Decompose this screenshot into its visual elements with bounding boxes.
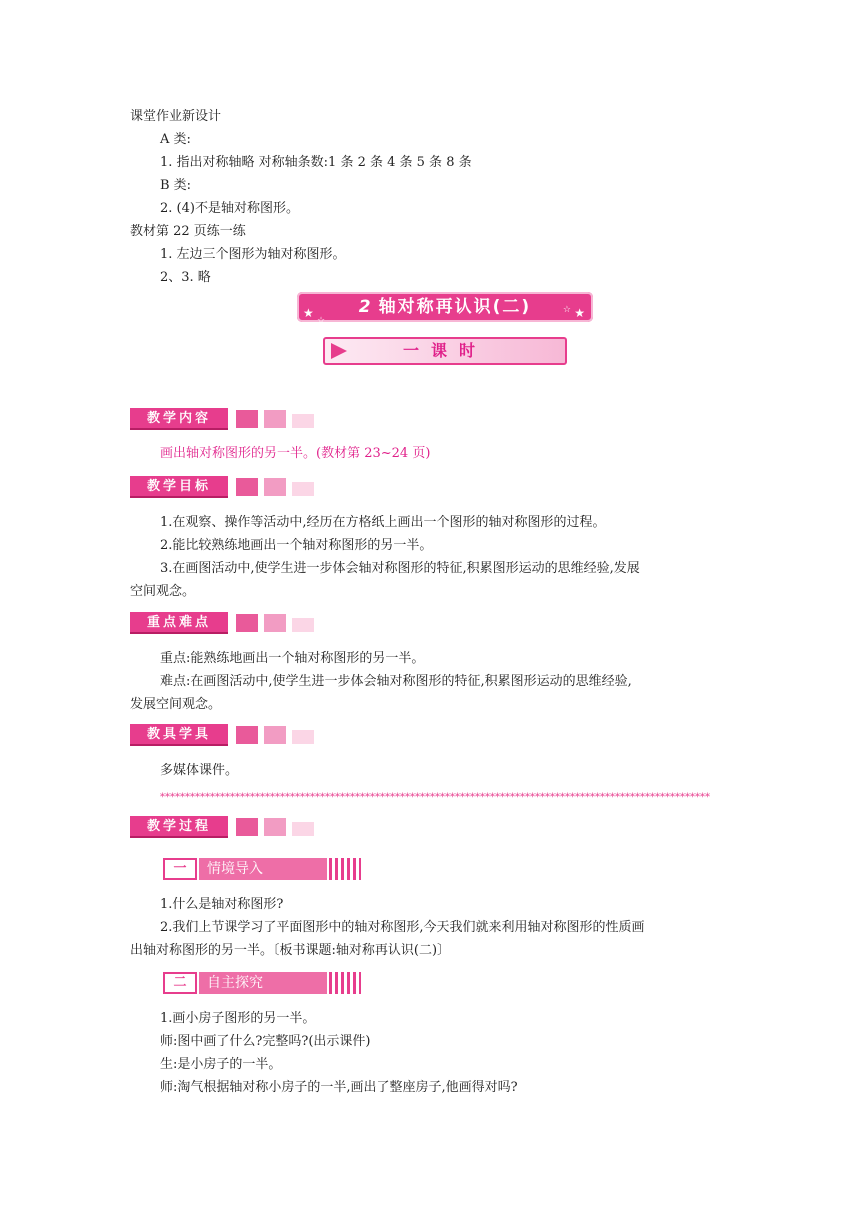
arrow-icon xyxy=(331,343,347,359)
star-icon: ★ xyxy=(574,306,587,320)
goal-line: 1.在观察、操作等活动中,经历在方格纸上画出一个图形的轴对称图形的过程。 xyxy=(160,515,606,530)
goal-line: 2.能比较熟练地画出一个轴对称图形的另一半。 xyxy=(160,538,433,553)
decor-square xyxy=(292,730,314,744)
decor-square xyxy=(292,482,314,496)
goal-line: 3.在画图活动中,使学生进一步体会轴对称图形的特征,积累图形运动的思维经验,发展 xyxy=(160,561,640,576)
decor-square xyxy=(264,726,286,744)
decor-square xyxy=(264,818,286,836)
step-header-1 xyxy=(163,858,361,880)
star-divider: ************************************************************************************************************** xyxy=(160,792,710,803)
section-label: 教学目标 xyxy=(130,476,228,498)
tools-text: 多媒体课件。 xyxy=(160,763,239,778)
unit-title: 轴对称再认识(二) xyxy=(378,297,532,317)
section-label: 教学过程 xyxy=(130,816,228,838)
decor-square xyxy=(264,478,286,496)
section-label: 教具学具 xyxy=(130,724,228,746)
textbook-item-2: 2、3. 略 xyxy=(160,270,211,285)
step-line: 2.我们上节课学习了平面图形中的轴对称图形,今天我们就来利用轴对称图形的性质画 xyxy=(160,920,645,935)
step-line: 1.画小房子图形的另一半。 xyxy=(160,1011,316,1026)
key-line: 重点:能熟练地画出一个轴对称图形的另一半。 xyxy=(160,651,425,666)
step-header-2 xyxy=(163,972,361,994)
textbook-heading: 教材第 22 页练一练 xyxy=(130,224,246,239)
unit-number: 2 xyxy=(358,297,373,317)
decor-square xyxy=(292,414,314,428)
section-label: 重点难点 xyxy=(130,612,228,634)
content-text: 画出轴对称图形的另一半。(教材第 23~24 页) xyxy=(160,446,431,461)
step-title: 情境导入 xyxy=(199,858,327,880)
step-line: 师:淘气根据轴对称小房子的一半,画出了整座房子,他画得对吗? xyxy=(160,1080,518,1095)
b-class-label: B 类: xyxy=(160,178,192,193)
a-class-label: A 类: xyxy=(160,132,191,147)
step-title: 自主探究 xyxy=(199,972,327,994)
lesson-label-box xyxy=(323,337,567,365)
decor-stripes xyxy=(329,972,361,994)
decor-square xyxy=(264,614,286,632)
step-number: 一 xyxy=(163,858,197,880)
star-icon: ☆ xyxy=(317,316,328,326)
decor-square xyxy=(236,410,258,428)
decor-square xyxy=(236,478,258,496)
decor-square xyxy=(236,726,258,744)
goal-line: 空间观念。 xyxy=(130,584,196,599)
step-line: 师:图中画了什么?完整吗?(出示课件) xyxy=(160,1034,371,1049)
step-number: 二 xyxy=(163,972,197,994)
star-icon: ☆ xyxy=(562,305,573,315)
lesson-label: 一课时 xyxy=(402,341,487,360)
decor-square xyxy=(236,818,258,836)
section-label: 教学内容 xyxy=(130,408,228,430)
step-line: 出轴对称图形的另一半。〔板书课题:轴对称再认识(二)〕 xyxy=(130,943,451,958)
decor-square xyxy=(264,410,286,428)
a-class-item: 1. 指出对称轴略 对称轴条数:1 条 2 条 4 条 5 条 8 条 xyxy=(160,155,472,170)
answers-heading: 课堂作业新设计 xyxy=(130,109,222,124)
unit-title-banner xyxy=(297,292,593,326)
key-line: 难点:在画图活动中,使学生进一步体会轴对称图形的特征,积累图形运动的思维经验, xyxy=(160,674,632,689)
key-line: 发展空间观念。 xyxy=(130,697,222,712)
decor-stripes xyxy=(329,858,361,880)
step-line: 1.什么是轴对称图形? xyxy=(160,897,284,912)
decor-square xyxy=(236,614,258,632)
decor-square xyxy=(292,822,314,836)
star-icon: ★ xyxy=(303,306,316,320)
decor-square xyxy=(292,618,314,632)
b-class-item: 2. (4)不是轴对称图形。 xyxy=(160,201,299,216)
step-line: 生:是小房子的一半。 xyxy=(160,1057,282,1072)
textbook-item-1: 1. 左边三个图形为轴对称图形。 xyxy=(160,247,346,262)
